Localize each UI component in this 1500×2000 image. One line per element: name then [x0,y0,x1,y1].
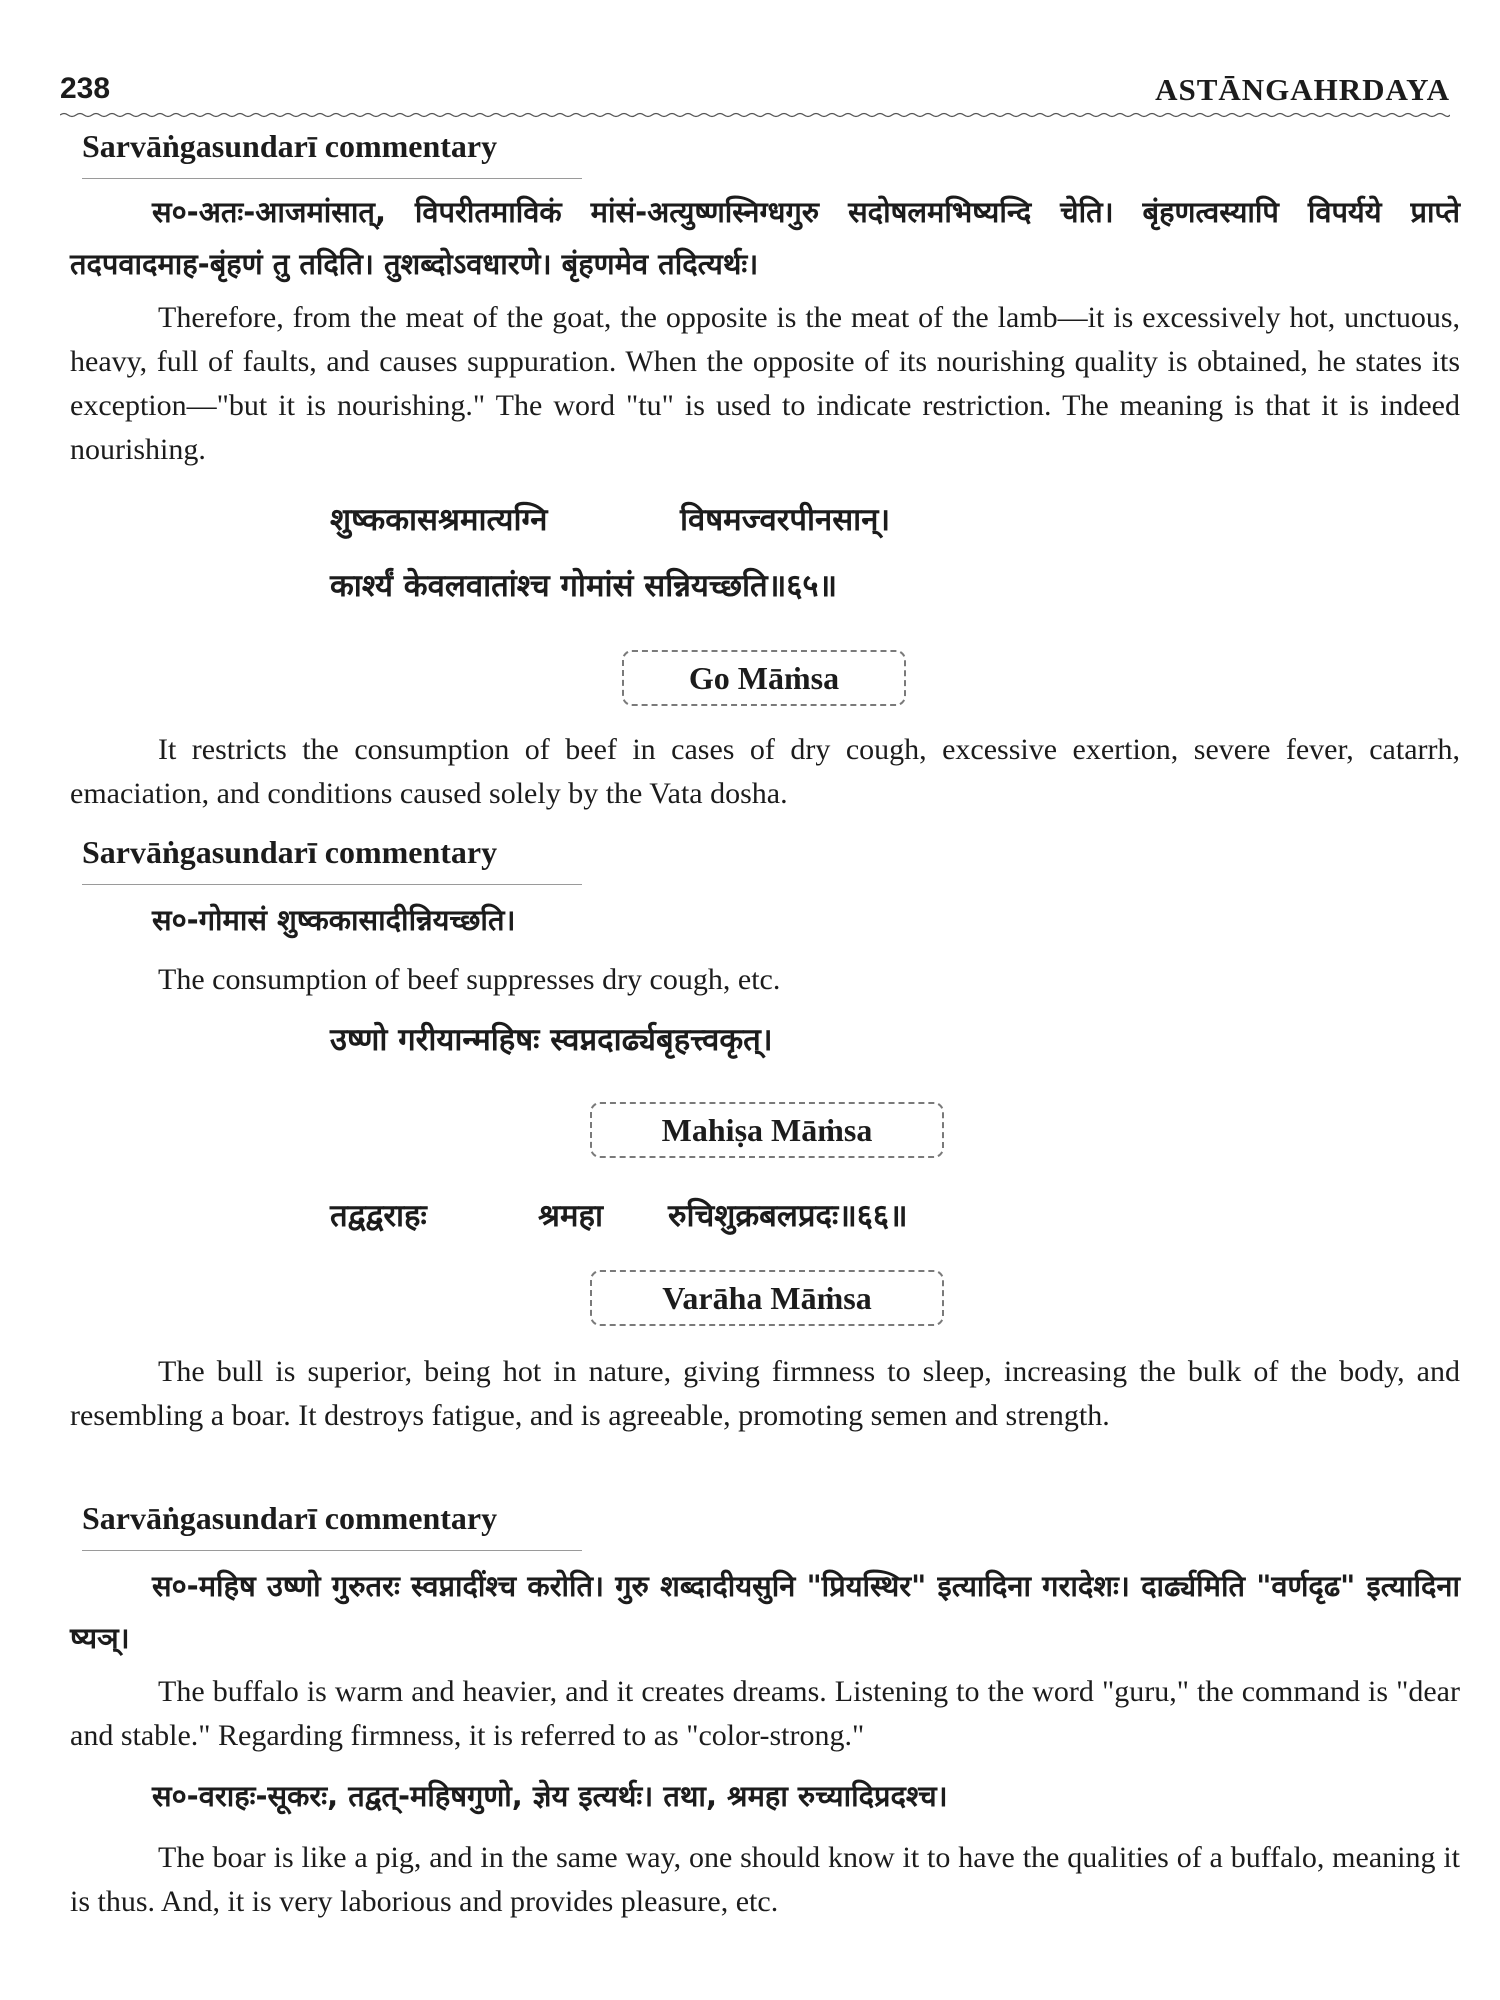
verse-66-line-1: उष्णो गरीयान्महिषः स्वप्नदार्ढ्यबृहत्त्वकृत्। [330,1022,773,1058]
varaha-mamsa-title-box [590,1270,944,1326]
verse-65-line-1a: शुष्ककासश्रमात्यग्नि [330,502,548,538]
heading-underline [82,884,582,885]
translation-text: The bull is superior, being hot in nature, giving firmness to sleep, increasing the bulk of the body, and resembling a boar. It destroys fatigue, and is agreeable, promoting semen and strength. [70,1355,1460,1432]
go-mamsa-title-box [622,650,906,706]
mahisa-mamsa-title-box [590,1102,944,1158]
verse-66-translation [70,1350,1460,1438]
page-header [60,72,1450,112]
sanskrit-text: स०-अतः-आजमांसात्, विपरीतमाविकं मांसं-अत्युष्णस्निग्धगुरु सदोषलमभिष्यन्दि चेति। बृंहणत्वस्यापि विपर्यये प्राप्ते तदपवादमाह-बृंहणं तु तदिति। तुशब्दोऽवधारणे। बृंहणमेव तदित्यर्थः। [70,195,1460,281]
translation-paragraph-2 [70,958,1460,1002]
running-head: ASTĀNGAHRDAYA [1155,72,1450,107]
verse-65-line-2: कार्श्यं केवलवातांश्च गोमांसं सन्नियच्छति॥६५॥ [330,568,838,604]
sanskrit-commentary-3a [70,1560,1460,1664]
commentary-heading-text: Sarvāṅgasundarī commentary [82,834,498,870]
verse-66-line-2b: श्रमहा [538,1198,603,1234]
varaha-mamsa-title: Varāha Māṁsa [662,1279,872,1316]
sanskrit-commentary-3b [70,1770,1460,1822]
commentary-heading-text: Sarvāṅgasundarī commentary [82,1500,498,1536]
translation-text: The buffalo is warm and heavier, and it creates dreams. Listening to the word "guru," the command is "dear and stable." Regarding firmness, it is referred to as "color-strong." [70,1675,1460,1752]
page-number: 238 [60,72,111,105]
heading-underline [82,178,582,179]
translation-paragraph-1 [70,296,1460,472]
go-mamsa-title: Go Māṁsa [688,659,840,696]
verse-65-line-1b: विषमज्वरपीनसान्। [680,502,891,538]
translation-text: Therefore, from the meat of the goat, the opposite is the meat of the lamb—it is excessively hot, unctuous, heavy, full of faults, and causes suppuration. When the opposite of its nourishing quality is obtained, he states its exception—"but it is nourishing." The word "tu" is used to indicate restriction. The meaning is that it is indeed nourishing. [70,301,1460,466]
header-wavy-rule [60,112,1450,118]
translation-paragraph-3b [70,1836,1460,1924]
commentary-heading-1 [82,128,582,165]
commentary-heading-2 [82,834,582,871]
sanskrit-text: स०-गोमासं शुष्ककासादीन्नियच्छति। [152,903,516,937]
mahisa-mamsa-title: Mahiṣa Māṁsa [661,1111,873,1148]
sanskrit-commentary-2 [70,894,1460,946]
heading-underline [82,1550,582,1551]
sanskrit-text: स०-वराहः-सूकरः, तद्वत्-महिषगुणो, ज्ञेय इत्यर्थः। तथा, श्रमहा रुच्यादिप्रदश्च। [152,1779,948,1813]
sanskrit-text: स०-महिष उष्णो गुरुतरः स्वप्नादींश्च करोति। गुरु शब्दादीयसुनि "प्रियस्थिर" इत्यादिना गरादेशः। दार्ढ्यमिति "वर्णदृढ" इत्यादिना ष्यञ्। [70,1569,1460,1655]
verse-66-line-2c: रुचिशुक्रबलप्रदः॥६६॥ [668,1198,908,1234]
translation-text: The boar is like a pig, and in the same way, one should know it to have the qualities of a buffalo, meaning it is thus. And, it is very laborious and provides pleasure, etc. [70,1841,1460,1918]
go-mamsa-translation [70,728,1460,816]
translation-text: The consumption of beef suppresses dry cough, etc. [158,963,781,996]
verse-66-line-2a: तद्वद्वराहः [330,1198,427,1234]
commentary-heading-text: Sarvāṅgasundarī commentary [82,128,498,164]
sanskrit-commentary-1 [70,186,1460,290]
translation-text: It restricts the consumption of beef in cases of dry cough, excessive exertion, severe fever, catarrh, emaciation, and conditions caused solely by the Vata dosha. [70,733,1460,810]
commentary-heading-3 [82,1500,582,1537]
translation-paragraph-3a [70,1670,1460,1758]
